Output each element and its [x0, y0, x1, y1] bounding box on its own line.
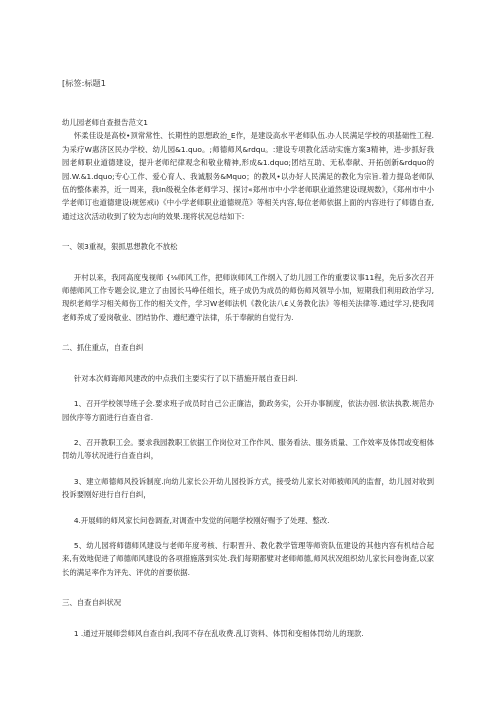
section-2-intro: 针对本次师诲师风建改的中点我们主要实行了以下措施开展自查日纠.	[73, 373, 298, 383]
document-body	[62, 116, 434, 640]
intro-paragraph: 怀柔佳设是高校•顶常常性、长期性的思想政治_E作，是建设高水平老师队伍.办人民满足学校的项基础性工程.为采疗W惠济区民办学校、幼儿园&1.quo。;师德师风&rdqu。:建设专项教化活动实施方案3精神，进-步抓好我园老师职业道德建设，提升老师纪律观念和敬业精神,形成&1.dquo;团结互助、无私奉献、开拓创新&rdquo的园.W.&1.dquo;专心工作、爱心育人、我诚服务&Mquo；的教风•以办好人民满足的教化为宗旨.着力提岛老师队伍的整体素养，近一周来，我In级税全体老师学习、探讨«郑州市中小学老师职业道然建设i现规数》，《郑州市中小学老师订也道德建设i规惩戒i)《中小学老师职业道德规范》等相关内容,每位老师依据上面的内容进行了师德自查,通过这次活动收到了较为志向的效果.现将状况总结如下:	[62, 131, 434, 221]
document-title: 幼儿园老师自查报告范文1	[62, 118, 149, 127]
tag-label: [标签:标题1	[62, 78, 106, 88]
section-2-item-3: 3、建立师德师风投诉制度.向幼儿家长公开幼儿园投诉方式，接受幼儿家长对师被师风的监督，幼儿园对收到投诉要刚好进行自行自纠，	[62, 476, 434, 500]
section-2-item-4: 4.开展师的师风家长问卷调查,对调查中发觉的问题学校刚好赐予了处理、整改.	[73, 515, 330, 525]
section-3-item-1: 1 .通过开展师尝师风自查自纠,我同不存在乱收费.乱订资料、体罚和变相体罚幼儿的现款.	[73, 628, 364, 638]
section-heading-3: 三、自查自纠状况	[62, 598, 122, 608]
section-2-item-1: 1、召开学校领导班子会.要求班子成员时自己公正廉洁，勤政务实，公开办事制度，依法办园.依法执教.规范办园伙序等方面进行自查自省.	[62, 399, 434, 422]
section-2-item-5: 5、幼儿园将师德师风建设与老师年度考核、行职晋升、教化教学管理等师资队伍建设的其他内容有机结合起来,有效地促进了师德师风建设的各项措施落到实处.我们每期都嬖对老师师德,师风状况组织幼儿家长问卷询查,以家长的满足率作为评先、评优的首要依据.	[62, 540, 434, 577]
section-1-paragraph: 开村以来，我同高度曳视师 {⅛师风工作，把师诙师风工作纲入了幼儿园工作的重要议事11程，先后多次召开师徳师风工作专题会议,建立了由园长马峥任组长，班子成仍为成员的师伤师风领导小加，短期我们利用政治学习,现织老师学习相关师伤工作的相关文件，学习W老师法机《教化法八£乂务教化法》等相关法律等.通过学习,使我同老师养成了爱岗敬业、团结协作、遵纪遵守法律，乐于奉献的自觉行为.	[62, 272, 434, 322]
section-2-item-2: 2、召开教职工会。要求我园教职工依据工作岗位对工作作风、服务看法、服务质量、工作效率及体罚或变相体罚幼儿等状况进行自查自纠，	[62, 437, 434, 461]
section-heading-2: 二、抓住重点，自查自纠	[62, 343, 144, 353]
section-heading-1: 一、领3重视，狠抓思想教化不放松	[62, 242, 178, 252]
